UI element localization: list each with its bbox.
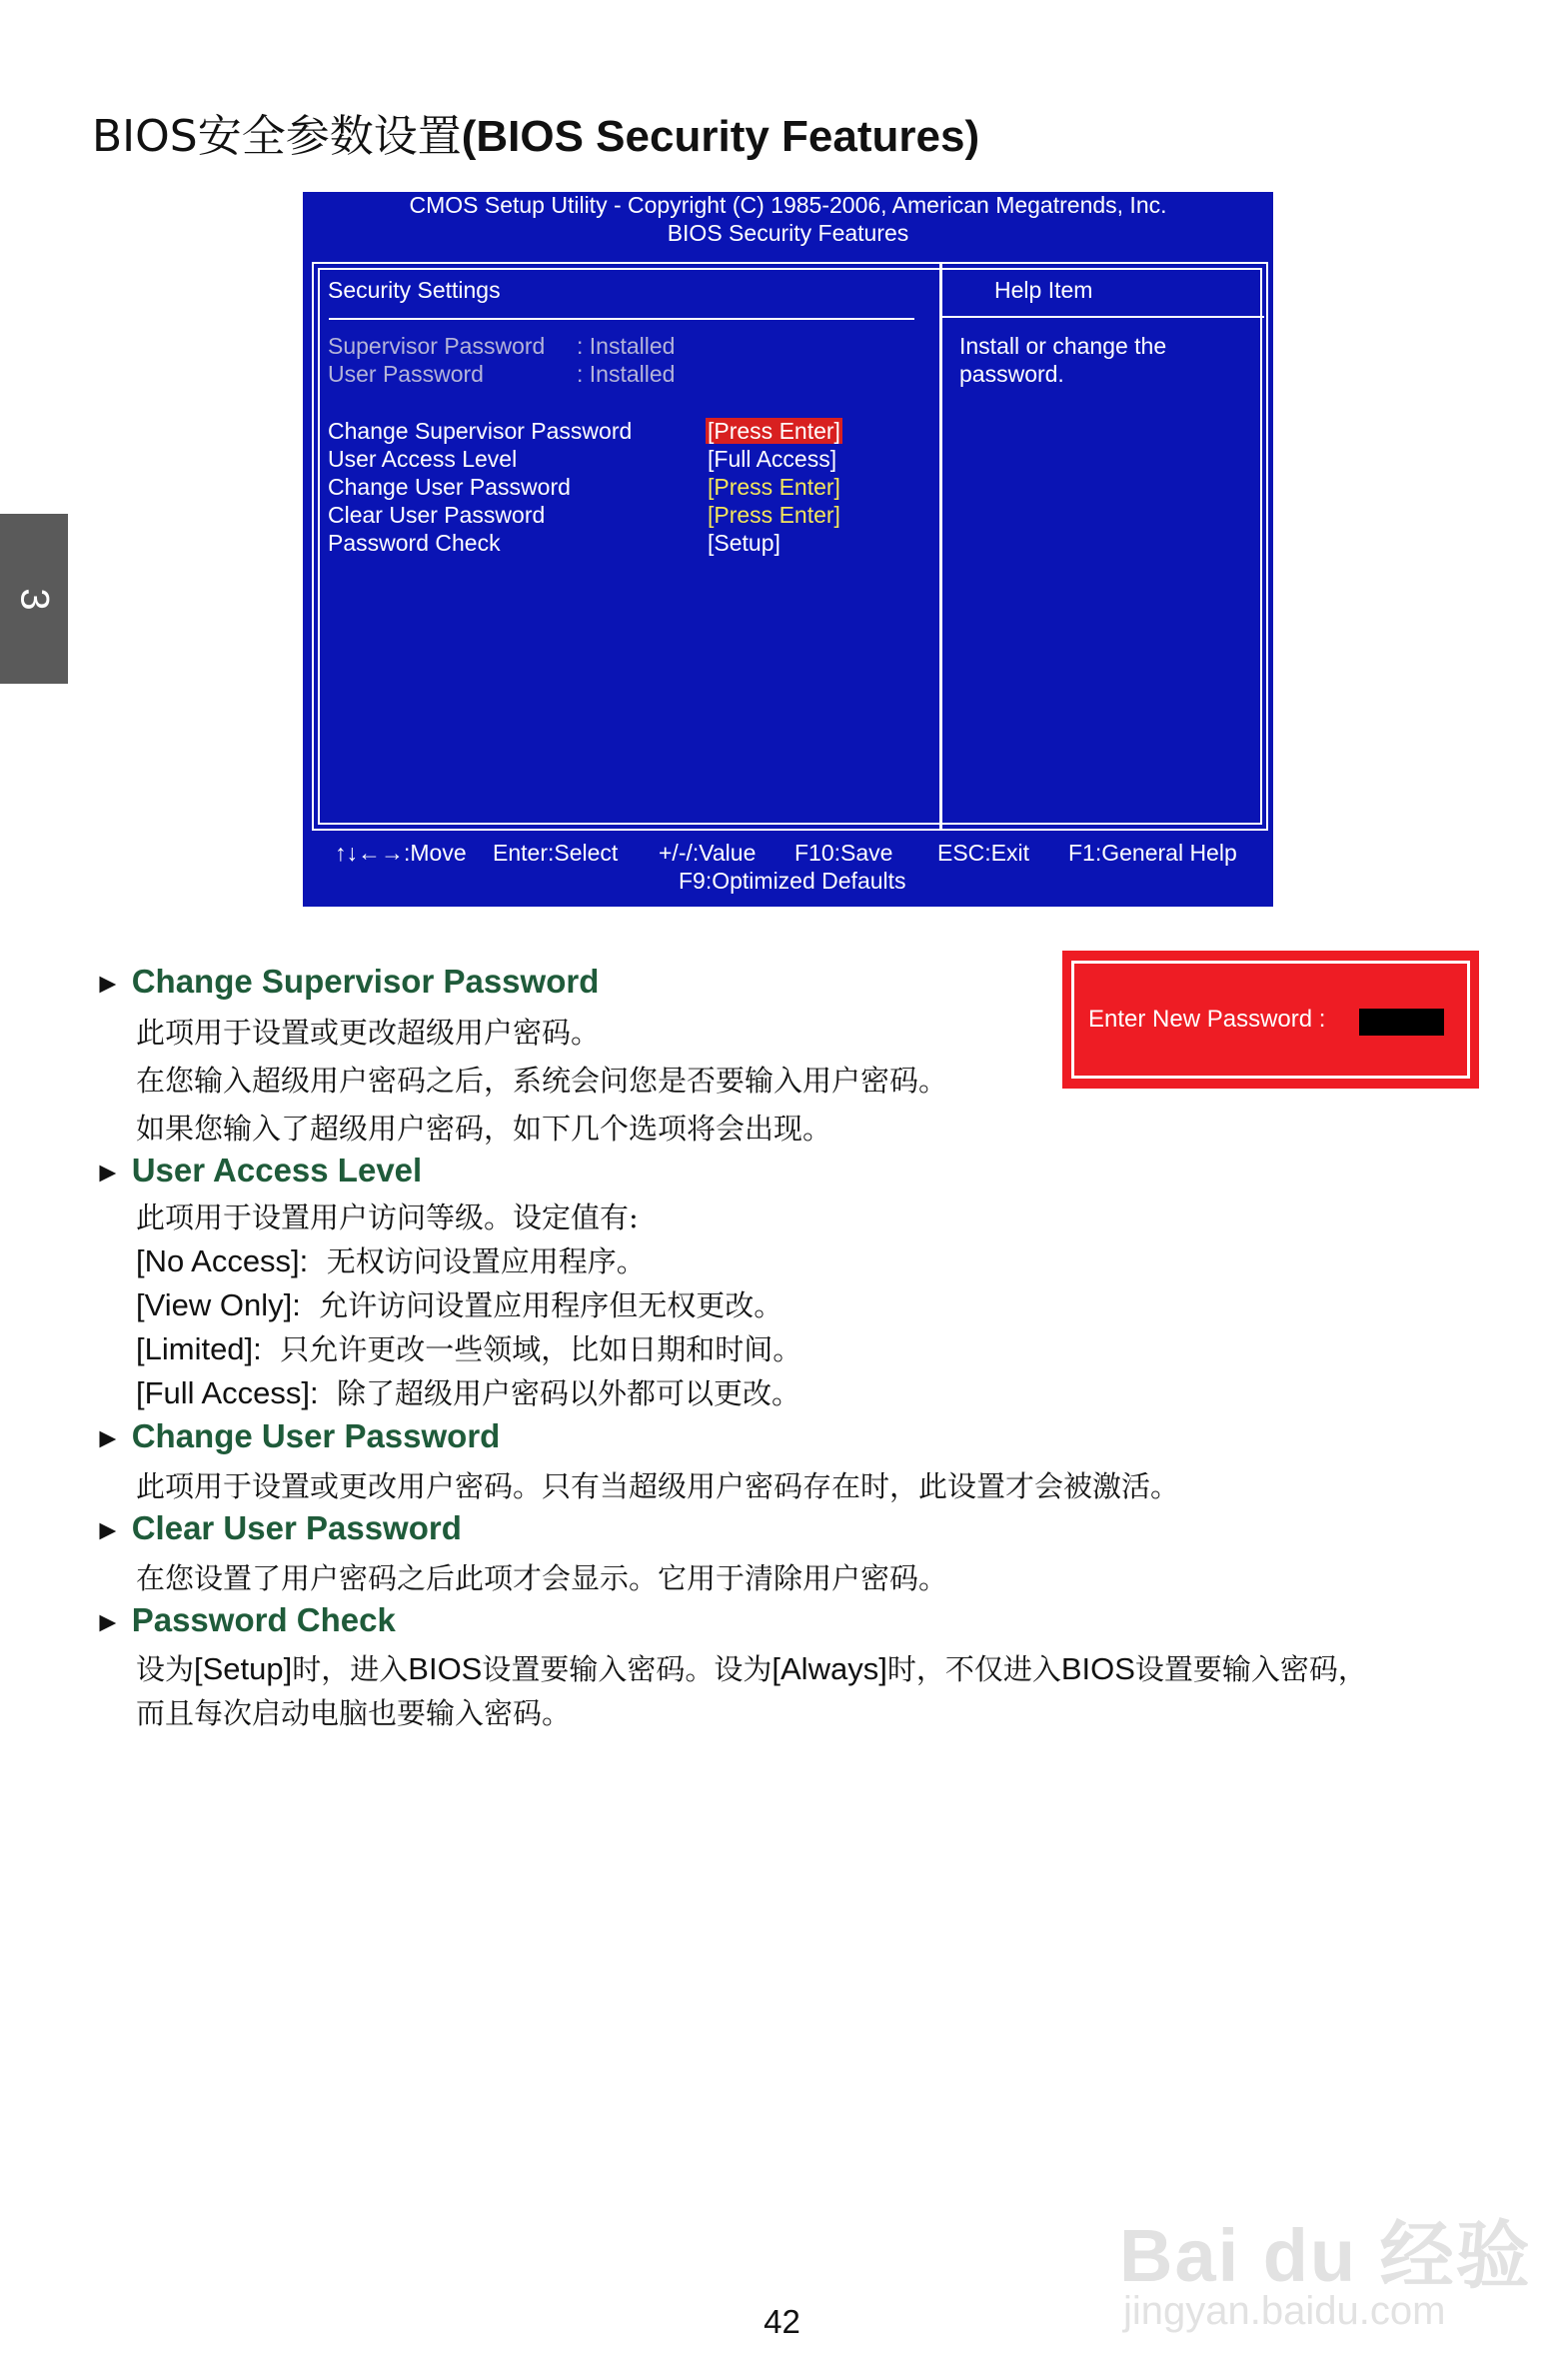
footer-move-hint: ↑↓←→:Move	[335, 840, 467, 866]
help-text-line: Install or change the	[959, 333, 1167, 359]
heading-change-supervisor-password: ► Change Supervisor Password	[94, 963, 600, 1000]
footer-select-hint: Enter:Select	[493, 840, 619, 866]
heading-clear-user-password: ► Clear User Password	[94, 1509, 462, 1546]
footer-value-hint: +/-/:Value	[659, 840, 757, 866]
footer-exit-hint: ESC:Exit	[937, 840, 1030, 866]
bios-header-title: BIOS Security Features	[667, 220, 909, 246]
chapter-tab	[0, 514, 68, 684]
chapter-number: 3	[12, 587, 57, 611]
user-password-status-label: User Password	[328, 361, 484, 387]
paragraph-line: 此项用于设置用户访问等级。设定值有:	[136, 1200, 639, 1234]
access-option-full-access: [Full Access]: 除了超级用户密码以外都可以更改。	[136, 1375, 801, 1410]
paragraph-line: 在您输入超级用户密码之后，系统会问您是否要输入用户密码。	[136, 1064, 948, 1098]
bios-header-copyright: CMOS Setup Utility - Copyright (C) 1985-2006, American Megatrends, Inc.	[409, 192, 1167, 218]
footer-save-hint: F10:Save	[794, 840, 893, 866]
user-password-status-value: : Installed	[577, 361, 676, 387]
page-title-cn: BIOS安全参数设置	[92, 111, 462, 162]
access-option-no-access: [No Access]: 无权访问设置应用程序。	[136, 1243, 646, 1278]
option-clear-user-password[interactable]: Clear User Password	[328, 502, 546, 528]
option-password-check[interactable]: Password Check	[328, 530, 501, 556]
password-input[interactable]	[1359, 1009, 1444, 1036]
page-number: 42	[764, 2303, 800, 2340]
page-title	[92, 100, 979, 164]
paragraph-line: 此项用于设置或更改超级用户密码。	[136, 1016, 601, 1050]
section-title-divider	[329, 318, 914, 320]
paragraph-line: 此项用于设置或更改用户密码。只有当超级用户密码存在时，此设置才会被激活。	[136, 1469, 1180, 1503]
bios-screenshot	[303, 192, 1273, 907]
option-user-access-level-value[interactable]: [Full Access]	[708, 446, 837, 472]
help-title: Help Item	[994, 277, 1093, 303]
supervisor-password-status-value: : Installed	[577, 333, 676, 359]
supervisor-password-status-label: Supervisor Password	[328, 333, 546, 359]
option-password-check-value[interactable]: [Setup]	[708, 530, 781, 556]
option-user-access-level[interactable]: User Access Level	[328, 446, 518, 472]
bios-pane-divider	[939, 262, 942, 831]
heading-user-access-level: ► User Access Level	[94, 1152, 423, 1189]
access-option-view-only: [View Only]: 允许访问设置应用程序但无权更改。	[136, 1287, 783, 1322]
watermark-brand: Bai du 经验	[1119, 2214, 1532, 2297]
watermark-logo	[1119, 2189, 1532, 2349]
paragraph-line: 在您设置了用户密码之后此项才会显示。它用于清除用户密码。	[136, 1561, 948, 1595]
footer-help-hint: F1:General Help	[1068, 840, 1237, 866]
heading-password-check: ► Password Check	[94, 1601, 396, 1638]
paragraph-line: 如果您输入了超级用户密码，如下几个选项将会出现。	[136, 1112, 832, 1146]
option-change-supervisor-password[interactable]: Change Supervisor Password	[328, 418, 633, 444]
watermark-url: jingyan.baidu.com	[1123, 2289, 1446, 2333]
footer-defaults-hint: F9:Optimized Defaults	[679, 868, 906, 894]
enter-password-dialog	[1062, 951, 1479, 1089]
access-option-limited: [Limited]: 只允许更改一些领域，比如日期和时间。	[136, 1331, 802, 1366]
enter-password-label: Enter New Password :	[1088, 1006, 1326, 1033]
option-change-user-password[interactable]: Change User Password	[328, 474, 571, 500]
section-title: Security Settings	[328, 277, 501, 303]
option-change-user-password-value[interactable]: [Press Enter]	[708, 474, 840, 500]
heading-change-user-password: ► Change User Password	[94, 1417, 501, 1454]
option-clear-user-password-value[interactable]: [Press Enter]	[708, 502, 840, 528]
page-title-en: (BIOS Security Features)	[461, 112, 980, 161]
paragraph-line: 而且每次启动电脑也要输入密码。	[136, 1696, 572, 1730]
paragraph-line: 设为[Setup]时，进入BIOS设置要输入密码。设为[Always]时，不仅进入BIOS设置要输入密码，	[136, 1651, 1367, 1686]
help-title-divider	[942, 316, 1264, 318]
help-text-line: password.	[959, 361, 1064, 387]
option-change-supervisor-password-value[interactable]: [Press Enter]	[708, 418, 840, 444]
